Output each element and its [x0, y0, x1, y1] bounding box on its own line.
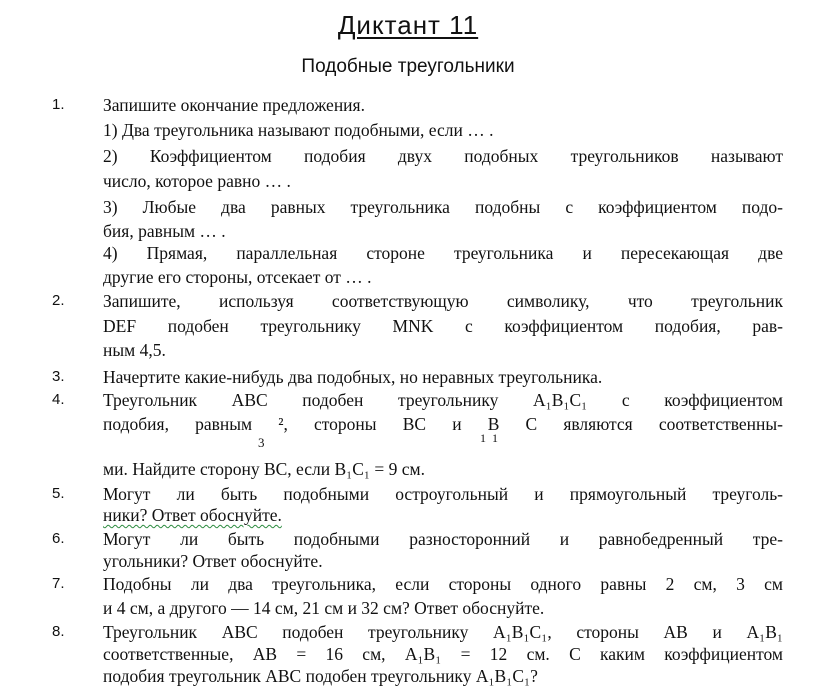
fraction-denominator: 3 — [258, 435, 265, 450]
item-number: 2. — [52, 292, 65, 309]
item-number: 3. — [52, 368, 65, 385]
item-1-line-4: число, которое равно … . — [103, 171, 291, 191]
subscript-marks: 1 1 — [480, 431, 498, 445]
item-4-line-1: Треугольник ABC подобен треугольнику A₁B₁C₁ с коэффициентом — [103, 390, 783, 410]
item-1-line-6: бия, равным … . — [103, 221, 226, 241]
item-number: 7. — [52, 575, 65, 592]
item-3-line-1: Начертите какие-нибудь два подобных, но неравных треугольника. — [103, 367, 603, 387]
item-2-line-2: DEF подобен треугольнику MNK с коэффициентом подобия, рав- — [103, 316, 783, 336]
item-8-line-1: Треугольник ABC подобен треугольнику A₁B₁C₁, стороны AB и A₁B₁ — [103, 622, 783, 642]
item-5-line-1: Могут ли быть подобными остроугольный и прямоугольный треуголь- — [103, 484, 783, 504]
item-number: 1. — [52, 96, 65, 113]
item-1-line-7: 4) Прямая, параллельная стороне треугольника и пересекающая две — [103, 243, 783, 263]
item-6-line-1: Могут ли быть подобными разносторонний и равнобедренный тре- — [103, 529, 783, 549]
item-8-line-3: подобия треугольник ABC подобен треугольнику A₁B₁C₁? — [103, 666, 538, 686]
item-2-line-1: Запишите, используя соответствующую символику, что треугольник — [103, 291, 783, 311]
item-number: 4. — [52, 391, 65, 408]
item-5-line-2-text: ники? Ответ обоснуйте. — [103, 505, 282, 525]
item-1-line-5: 3) Любые два равных треугольника подобны с коэффициентом подо- — [103, 197, 783, 217]
item-6-line-2: угольники? Ответ обоснуйте. — [103, 551, 323, 571]
item-2-line-3: ным 4,5. — [103, 340, 166, 360]
page-title — [0, 10, 816, 40]
item-1-line-2: 1) Два треугольника называют подобными, если … . — [103, 120, 494, 140]
item-number: 8. — [52, 623, 65, 640]
item-1-line-3: 2) Коэффициентом подобия двух подобных треугольников называют — [103, 146, 783, 166]
item-7-line-1: Подобны ли два треугольника, если стороны одного равны 2 см, 3 см — [103, 574, 783, 594]
item-8-line-2: соответственные, AB = 16 см, A₁B₁ = 12 см. С каким коэффициентом — [103, 644, 783, 664]
page-subtitle: Подобные треугольники — [301, 56, 515, 77]
item-1-line-1: Запишите окончание предложения. — [103, 95, 365, 115]
page-title-text: Диктант 11 — [337, 10, 479, 40]
item-5-line-2 — [103, 503, 783, 527]
item-7-line-2: и 4 см, а другого — 14 см, 21 см и 32 см? Ответ обоснуйте. — [103, 598, 545, 618]
item-4-line-3: ми. Найдите сторону BC, если B₁C₁ = 9 см. — [103, 459, 425, 479]
item-4-line-2: подобия, равным ², стороны BC и B C являются соответственны- — [103, 414, 783, 434]
item-number: 6. — [52, 530, 65, 547]
item-number: 5. — [52, 485, 65, 502]
item-1-line-8: другие его стороны, отсекает от … . — [103, 267, 372, 287]
